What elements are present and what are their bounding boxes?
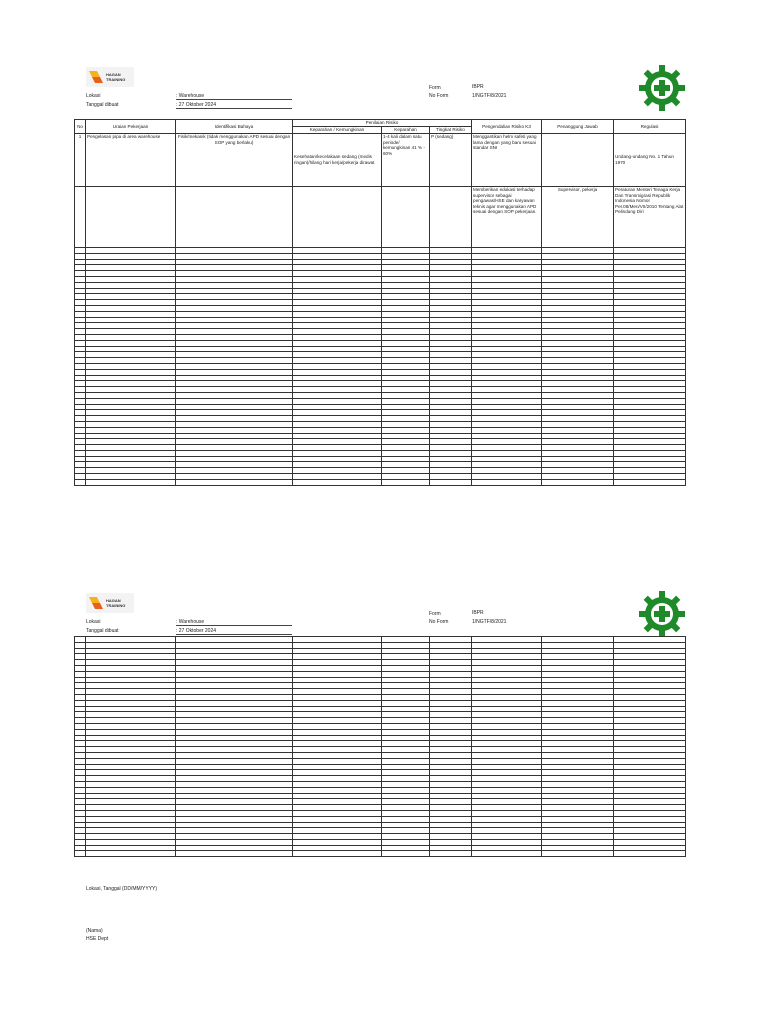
- empty-cell: [75, 479, 86, 485]
- row1-pengendalian: Menggantikan helm safeti yang lama dengan yang baru sesuai standar SNI: [472, 134, 542, 187]
- brand-line2: TRAINING: [106, 77, 126, 82]
- company-logo: [86, 593, 134, 613]
- header-no: No: [75, 120, 86, 134]
- empty-row: [75, 851, 686, 857]
- brand-line1: HAGAN: [106, 598, 121, 603]
- row1-keparahan-kemungkinan: Kesehatan/kecelakaan sedang (medis ringan)/hilang hari kerja/pekerja dirawat: [293, 134, 382, 187]
- ibpr-table: [74, 119, 686, 486]
- footer-nama: (Nama): [86, 928, 103, 934]
- footer-lokasi-tanggal: Lokasi, Tanggal (DD/MM/YYYY): [86, 886, 158, 892]
- empty-cell: [430, 479, 472, 485]
- header-keparahan: Keparahan: [382, 127, 430, 134]
- noform-label: No Form: [429, 619, 449, 625]
- row1-tingkat: P (sedang): [430, 134, 472, 187]
- lokasi-label: Lokasi: [86, 619, 101, 625]
- row2-keparahan-kemungkinan: [293, 187, 382, 248]
- noform-label: No Form: [429, 93, 449, 99]
- row2-uraian: [86, 187, 176, 248]
- empty-cell: [86, 851, 176, 857]
- empty-row: [75, 479, 686, 485]
- form-label: Form: [429, 611, 441, 617]
- empty-cell: [542, 479, 614, 485]
- empty-cell: [176, 851, 293, 857]
- header-uraian: Uraian Pekerjaan: [86, 120, 176, 134]
- k3-gear-cross-icon: [638, 590, 686, 638]
- empty-cell: [382, 851, 430, 857]
- row1-keparahan: 1-4 kali dalam satu periode/ kemungkinan 41 % - 60%: [382, 134, 430, 187]
- k3-emblem: [638, 590, 686, 638]
- header-pengendalian: Pengendalian Risiko K3: [472, 120, 542, 134]
- empty-cell: [542, 851, 614, 857]
- row1-no: 1: [75, 134, 86, 187]
- k3-gear-cross-icon: [638, 64, 686, 112]
- noform-value: 1/NGTF/8/2021: [472, 93, 507, 99]
- header-tingkat: Tingkat Risiko: [430, 127, 472, 134]
- empty-cell: [293, 479, 382, 485]
- ibpr-table-continued: [74, 636, 686, 857]
- header-identifikasi: Identifikasi Bahaya: [176, 120, 293, 134]
- row1-identifikasi: Fisik/mekanik (tidak menggunakan APD sesuai dengan SOP yang berlaku): [176, 134, 293, 187]
- k3-emblem: [638, 64, 686, 112]
- empty-cell: [472, 479, 542, 485]
- empty-cell: [614, 851, 686, 857]
- row2-tingkat: [430, 187, 472, 248]
- table-row: [75, 134, 686, 187]
- empty-cell: [430, 851, 472, 857]
- row1-penanggung: [542, 134, 614, 187]
- form-label: Form: [429, 85, 441, 91]
- row2-no: [75, 187, 86, 248]
- empty-cell: [176, 479, 293, 485]
- page-1: [0, 0, 768, 500]
- row1-regulasi: Undang-undang No. 1 Tahun 1970: [614, 134, 686, 187]
- header-regulasi: Regulasi: [614, 120, 686, 134]
- empty-cell: [293, 851, 382, 857]
- tanggal-value: : 27 Oktober 2024: [176, 628, 292, 635]
- tanggal-value: : 27 Oktober 2024: [176, 102, 292, 109]
- header-keparahan-kemungkinan: Keparahan / Kemungkinan: [293, 127, 382, 134]
- row2-regulasi: Peraturan Menteri Tenaga Kerja Dan Transmigrasi Republik Indonesia Nomor Per.08/Men/VII/2010 Tentang Alat Pelindung Diri: [614, 187, 686, 248]
- row2-pengendalian: Memberikan edukasi terhadap supervisor sebagai pengawas/HSE dan karyawan teknis agar menggunakan APD sesuai dengan SOP pekerjaan.: [472, 187, 542, 248]
- noform-value: 1/NGTF/8/2021: [472, 619, 507, 625]
- row1-uraian: Pengelasan pipa di area warehouse: [86, 134, 176, 187]
- empty-cell: [75, 851, 86, 857]
- brand-line2: TRAINING: [106, 603, 126, 608]
- table-row: [75, 187, 686, 248]
- lokasi-label: Lokasi: [86, 93, 101, 99]
- empty-cell: [86, 479, 176, 485]
- footer-dept: HSE Dept: [86, 936, 109, 942]
- header-row: [75, 120, 686, 127]
- form-value: IBPR: [472, 610, 484, 616]
- empty-cell: [382, 479, 430, 485]
- row2-penanggung: Supervisor, pekerja: [542, 187, 614, 248]
- tanggal-label: Tanggal dibuat: [86, 102, 119, 108]
- row2-keparahan: [382, 187, 430, 248]
- company-logo: [86, 67, 134, 87]
- header-penanggung: Penanggung Jawab: [542, 120, 614, 134]
- page-2: [0, 580, 768, 1024]
- row2-identifikasi: [176, 187, 293, 248]
- lokasi-value: : Warehouse: [176, 93, 292, 100]
- empty-cell: [614, 479, 686, 485]
- tanggal-label: Tanggal dibuat: [86, 628, 119, 634]
- empty-cell: [472, 851, 542, 857]
- form-value: IBPR: [472, 84, 484, 90]
- lokasi-value: : Warehouse: [176, 619, 292, 626]
- brand-line1: HAGAN: [106, 72, 121, 77]
- header-penilaian: Penilaian Risiko: [293, 120, 472, 127]
